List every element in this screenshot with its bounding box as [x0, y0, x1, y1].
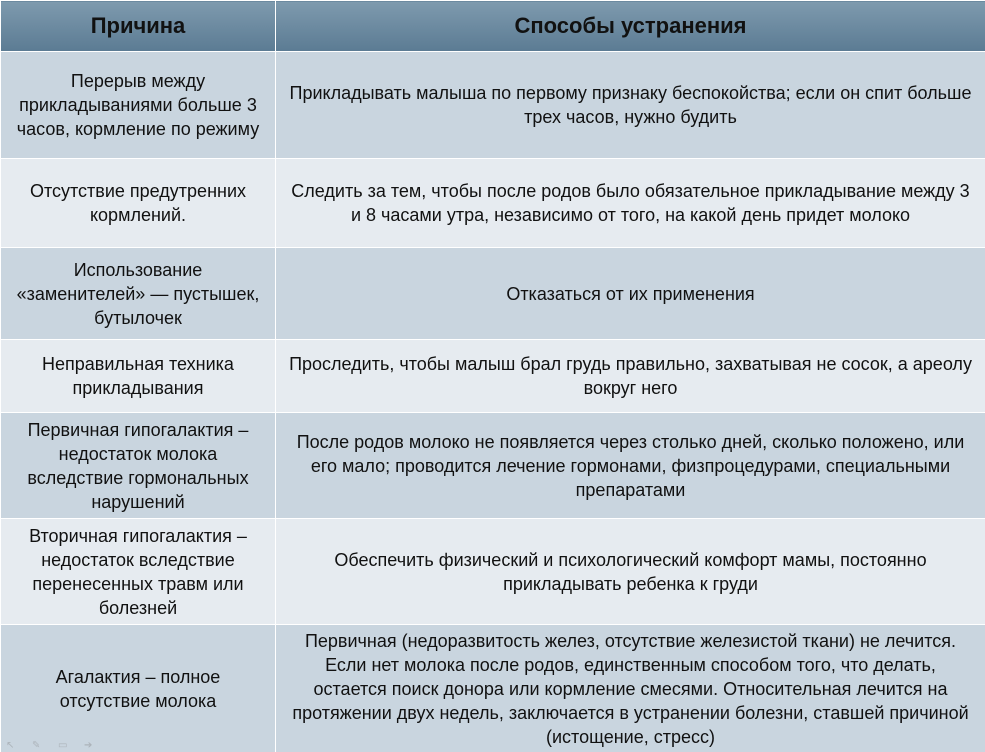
remedy-cell: Первичная (недоразвитость желез, отсутствие железистой ткани) не лечится. Если нет молока после родов, единственным способом того, что делать, остается поиск донора или кормление смесями. Относительная лечится на протяжении двух недель, заключается в устранении болезни, ставшей причиной (истощение, стресс)	[276, 625, 985, 752]
pen-icon[interactable]: ✎	[32, 740, 41, 751]
remedy-cell: Проследить, чтобы малыш брал грудь правильно, захватывая не сосок, а ареолу вокруг него	[276, 340, 985, 413]
menu-icon[interactable]: ▭	[58, 740, 68, 751]
remedy-cell: Прикладывать малыша по первому признаку беспокойства; если он спит больше трех часов, нужно будить	[276, 52, 985, 159]
remedy-cell: Обеспечить физический и психологический комфорт мамы, постоянно прикладывать ребенка к груди	[276, 519, 985, 625]
table-row	[1, 52, 985, 159]
cause-cell: Отсутствие предутренних кормлений.	[1, 159, 276, 248]
cause-cell: Вторичная гипогалактия – недостаток вследствие перенесенных травм или болезней	[1, 519, 276, 625]
cause-cell: Агалактия – полное отсутствие молока	[1, 625, 276, 752]
arrow-icon[interactable]: ↖	[6, 740, 15, 751]
table-row	[1, 625, 985, 752]
next-icon[interactable]: ➔	[84, 740, 93, 751]
remedy-cell: Отказаться от их применения	[276, 248, 985, 340]
table-row	[1, 248, 985, 340]
table-row	[1, 413, 985, 519]
table-row	[1, 340, 985, 413]
cause-cell: Перерыв между прикладываниями больше 3 часов, кормление по режиму	[1, 52, 276, 159]
table-row	[1, 159, 985, 248]
table-row	[1, 519, 985, 625]
header-row	[1, 1, 985, 52]
slideshow-nav	[6, 741, 102, 751]
cause-cell: Неправильная техника прикладывания	[1, 340, 276, 413]
header-cause: Причина	[1, 1, 276, 52]
cause-cell: Использование «заменителей» — пустышек, бутылочек	[1, 248, 276, 340]
header-remedy: Способы устранения	[276, 1, 985, 52]
remedy-cell: После родов молоко не появляется через столько дней, сколько положено, или его мало; проводится лечение гормонами, физпроцедурами, специальными препаратами	[276, 413, 985, 519]
cause-cell: Первичная гипогалактия – недостаток молока вследствие гормональных нарушений	[1, 413, 276, 519]
remedy-cell: Следить за тем, чтобы после родов было обязательное прикладывание между 3 и 8 часами утра, независимо от того, на какой день придет молоко	[276, 159, 985, 248]
